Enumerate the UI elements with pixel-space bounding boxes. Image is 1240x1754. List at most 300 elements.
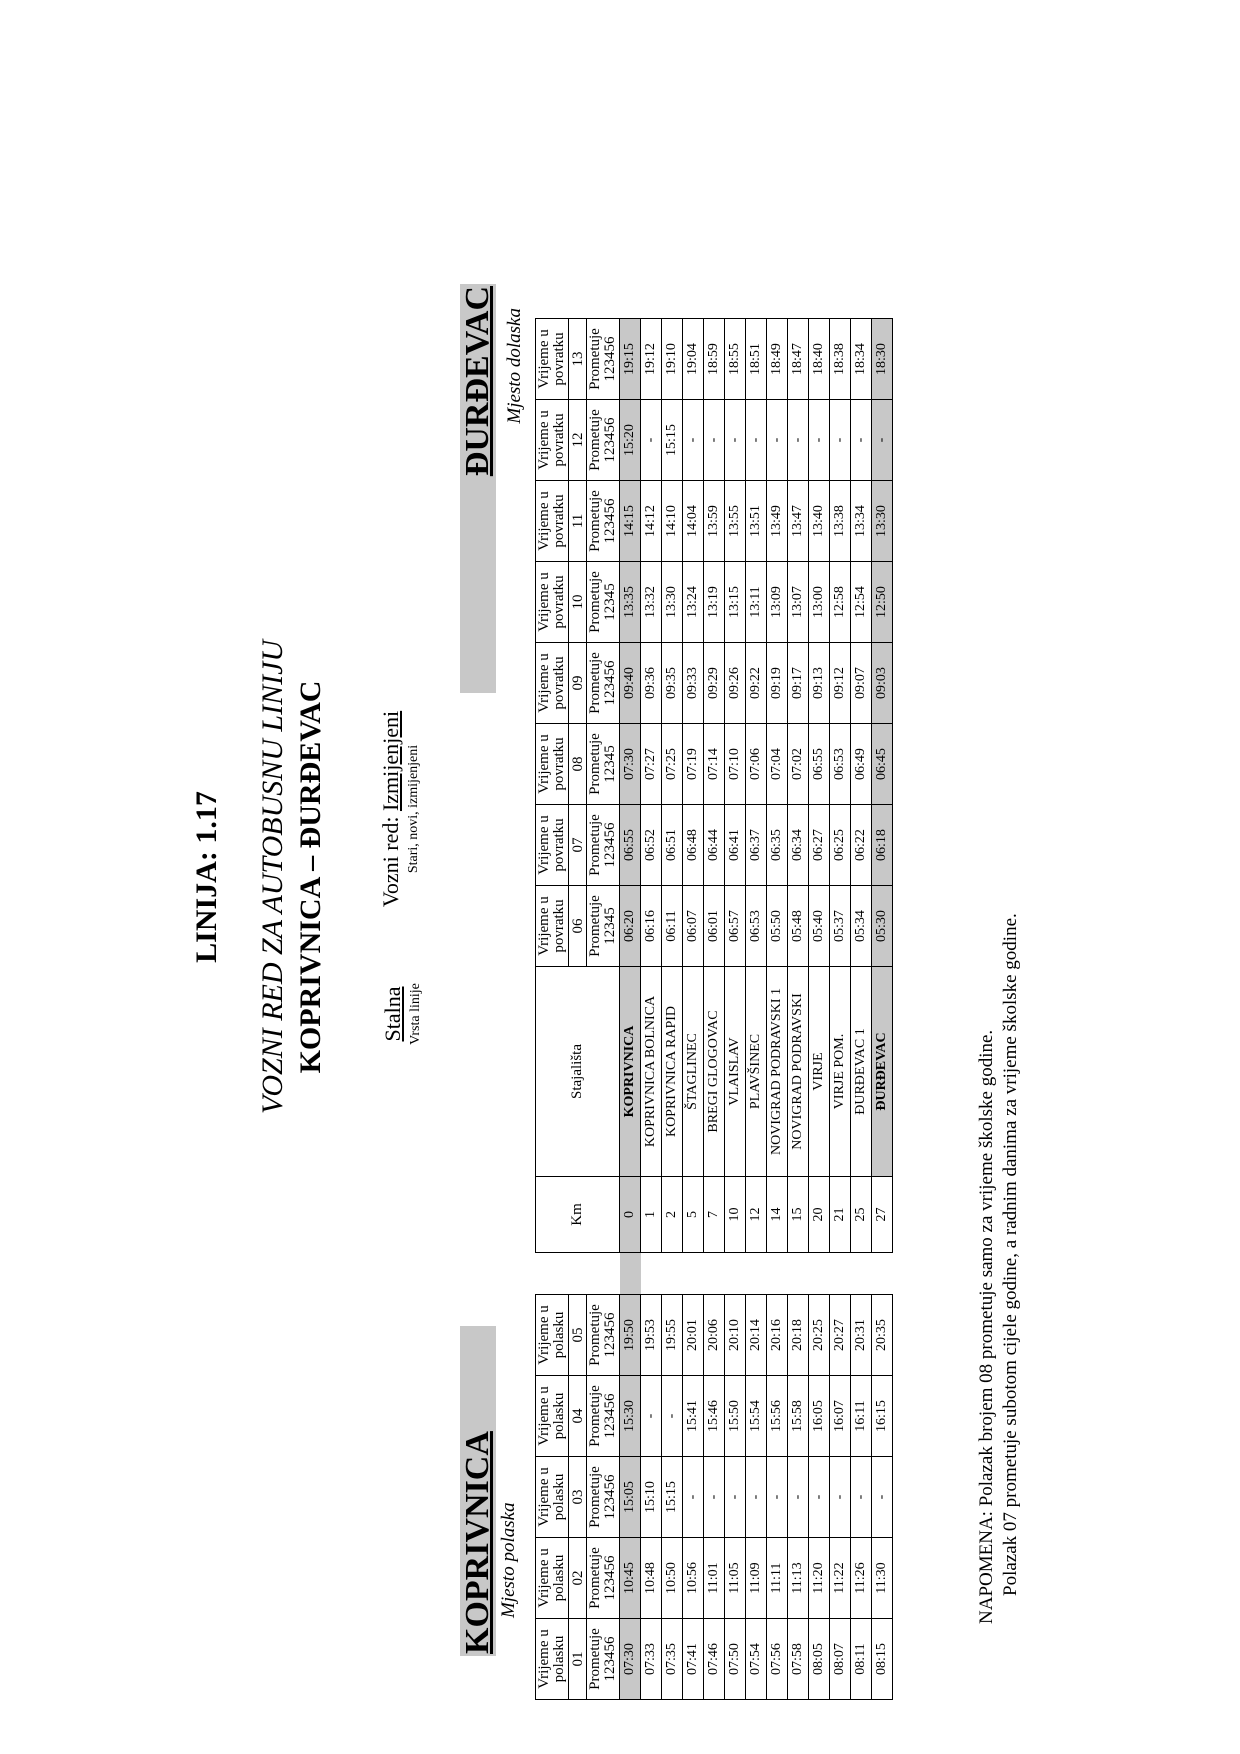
return-time-cell: 13:55 [725, 481, 746, 562]
operating-days-cell [587, 886, 620, 967]
return-time-cell: 09:13 [809, 643, 830, 724]
outbound-time-cell: 20:35 [872, 1295, 893, 1376]
km-cell: 15 [788, 1177, 809, 1253]
return-time-cell: 13:40 [809, 481, 830, 562]
outbound-time-cell: 10:50 [662, 1538, 683, 1619]
return-time-cell: 09:03 [872, 643, 893, 724]
outbound-time-cell: 20:06 [704, 1295, 725, 1376]
return-time-cell: 07:04 [767, 724, 788, 805]
return-time-cell: 06:53 [830, 724, 851, 805]
outbound-time-cell: - [662, 1376, 683, 1457]
return-time-cell: 05:50 [767, 886, 788, 967]
gap-cell [704, 1253, 725, 1295]
operating-days: 123456 [602, 417, 618, 463]
return-time-cell: 12:58 [830, 562, 851, 643]
departure-number: 04 [569, 1376, 587, 1457]
operates-label: Prometuje [587, 1385, 603, 1447]
return-time-cell: 06:37 [746, 805, 767, 886]
return-time-cell: 19:10 [662, 319, 683, 400]
return-time-cell: 18:38 [830, 319, 851, 400]
outbound-time-cell: 10:48 [641, 1538, 662, 1619]
return-time-cell: - [830, 400, 851, 481]
outbound-time-cell: 07:58 [788, 1619, 809, 1700]
operating-days: 123456 [602, 1312, 618, 1358]
stop-name-cell: VIRJE POM. [830, 967, 851, 1177]
return-time-cell: 13:30 [872, 481, 893, 562]
gap-cell [725, 1253, 746, 1295]
return-time-cell: 09:26 [725, 643, 746, 724]
return-time-cell: - [767, 400, 788, 481]
operating-days: 12345 [602, 907, 618, 945]
arrival-place-block [459, 284, 525, 694]
return-time-cell: 13:24 [683, 562, 704, 643]
operating-days: 123456 [602, 660, 618, 706]
return-time-cell: 13:32 [641, 562, 662, 643]
return-time-cell: 19:15 [620, 319, 641, 400]
return-time-header: Vrijeme u povratku [536, 724, 569, 805]
operating-days-cell [587, 724, 620, 805]
outbound-time-cell: 08:05 [809, 1619, 830, 1700]
return-time-cell: 05:48 [788, 886, 809, 967]
outbound-time-cell: 16:11 [851, 1376, 872, 1457]
outbound-time-cell: - [704, 1457, 725, 1538]
operating-days-cell [587, 481, 620, 562]
gap-cell [641, 1253, 662, 1295]
km-cell: 14 [767, 1177, 788, 1253]
outbound-time-cell: 08:15 [872, 1619, 893, 1700]
gap-cell [788, 1253, 809, 1295]
return-time-cell: 09:12 [830, 643, 851, 724]
return-time-cell: - [872, 400, 893, 481]
operating-days: 123456 [602, 822, 618, 868]
return-time-cell: 13:11 [746, 562, 767, 643]
stop-name-cell: KOPRIVNICA RAPID [662, 967, 683, 1177]
return-time-cell: 06:41 [725, 805, 746, 886]
outbound-time-cell: 11:13 [788, 1538, 809, 1619]
outbound-time-cell: - [683, 1457, 704, 1538]
outbound-time-header: Vrijeme u polasku [536, 1295, 569, 1376]
note-line-2: Polazak 07 prometuje subotom cijele godine, a radnim danima za vrijeme školske godine. [1000, 913, 1021, 1596]
return-time-cell: 06:55 [620, 805, 641, 886]
return-time-cell: 18:40 [809, 319, 830, 400]
outbound-time-header: Vrijeme u polasku [536, 1376, 569, 1457]
arrival-place-caption: Mjesto dolaska [504, 308, 525, 424]
return-time-cell: 07:02 [788, 724, 809, 805]
stop-name-cell: NOVIGRAD PODRAVSKI 1 [767, 967, 788, 1177]
return-time-cell: 06:52 [641, 805, 662, 886]
departure-number: 12 [569, 400, 587, 481]
departure-place-block [459, 1306, 519, 1656]
return-time-cell: 06:16 [641, 886, 662, 967]
operates-label: Prometuje [587, 328, 603, 390]
timetable-row [830, 319, 851, 1700]
return-time-cell: 06:34 [788, 805, 809, 886]
outbound-time-cell: 07:33 [641, 1619, 662, 1700]
return-time-cell: 06:20 [620, 886, 641, 967]
operating-days-cell [587, 1619, 620, 1700]
outbound-time-cell: 20:27 [830, 1295, 851, 1376]
outbound-time-header: Vrijeme u polasku [536, 1619, 569, 1700]
outbound-time-cell: 15:54 [746, 1376, 767, 1457]
stop-name-cell: ĐURĐEVAC [872, 967, 893, 1177]
outbound-time-cell: 07:30 [620, 1619, 641, 1700]
return-time-cell: - [704, 400, 725, 481]
return-time-cell: 15:20 [620, 400, 641, 481]
return-time-cell: 09:29 [704, 643, 725, 724]
departure-place-caption: Mjesto polaska [498, 1502, 519, 1618]
operates-label: Prometuje [587, 1304, 603, 1366]
outbound-time-cell: 07:50 [725, 1619, 746, 1700]
return-time-cell: 18:47 [788, 319, 809, 400]
outbound-time-cell: 07:35 [662, 1619, 683, 1700]
departure-number: 13 [569, 319, 587, 400]
return-time-cell: 09:22 [746, 643, 767, 724]
operates-label: Prometuje [587, 895, 603, 957]
outbound-time-cell: 20:25 [809, 1295, 830, 1376]
outbound-time-cell: - [641, 1376, 662, 1457]
gap-cell [809, 1253, 830, 1295]
header-gap-cell [536, 1253, 620, 1295]
km-cell: 20 [809, 1177, 830, 1253]
km-cell: 2 [662, 1177, 683, 1253]
timetable-row [725, 319, 746, 1700]
line-type-value: Stalna [380, 986, 405, 1042]
schedule-status-label: Vozni red: [378, 816, 403, 908]
outbound-time-cell: - [830, 1457, 851, 1538]
line-number-title: LINIJA: 1.17 [190, 791, 223, 963]
outbound-time-cell: 15:41 [683, 1376, 704, 1457]
operates-label: Prometuje [587, 814, 603, 876]
stop-name-cell: VLAISLAV [725, 967, 746, 1177]
outbound-time-cell: 19:55 [662, 1295, 683, 1376]
operates-label: Prometuje [587, 733, 603, 795]
timetable-row [767, 319, 788, 1700]
outbound-time-cell: 16:15 [872, 1376, 893, 1457]
stop-name-cell: ĐURĐEVAC 1 [851, 967, 872, 1177]
return-time-cell: - [683, 400, 704, 481]
return-time-cell: 13:19 [704, 562, 725, 643]
return-time-cell: - [788, 400, 809, 481]
return-time-header: Vrijeme u povratku [536, 805, 569, 886]
operating-days: 123456 [602, 1555, 618, 1601]
operating-days-cell [587, 1538, 620, 1619]
operating-days-cell [587, 643, 620, 724]
timetable-row [683, 319, 704, 1700]
outbound-time-cell: 15:56 [767, 1376, 788, 1457]
return-time-cell: 06:44 [704, 805, 725, 886]
return-time-cell: 13:51 [746, 481, 767, 562]
operating-days: 123456 [602, 336, 618, 382]
note-line-1: NAPOMENA: Polazak brojem 08 prometuje samo za vrijeme školske godine. [976, 1029, 997, 1624]
return-time-cell: 19:04 [683, 319, 704, 400]
timetable-row [641, 319, 662, 1700]
km-cell: 0 [620, 1177, 641, 1253]
operating-days: 12345 [602, 745, 618, 783]
return-time-cell: 06:49 [851, 724, 872, 805]
return-time-cell: 07:27 [641, 724, 662, 805]
outbound-time-cell: 19:53 [641, 1295, 662, 1376]
timetable-row [704, 319, 725, 1700]
line-type-block [380, 964, 424, 1064]
operates-label: Prometuje [587, 1547, 603, 1609]
arrival-place-name: ĐURĐEVAC [460, 284, 496, 693]
outbound-time-cell: 15:50 [725, 1376, 746, 1457]
timetable-row [788, 319, 809, 1700]
return-time-cell: 05:30 [872, 886, 893, 967]
return-time-cell: 18:59 [704, 319, 725, 400]
outbound-time-cell: 20:18 [788, 1295, 809, 1376]
return-time-cell: 15:15 [662, 400, 683, 481]
return-time-header: Vrijeme u povratku [536, 643, 569, 724]
stop-name-cell: BREGI GLOGOVAC [704, 967, 725, 1177]
km-cell: 10 [725, 1177, 746, 1253]
stop-name-cell: NOVIGRAD PODRAVSKI [788, 967, 809, 1177]
return-time-cell: 13:00 [809, 562, 830, 643]
operating-days-cell [587, 400, 620, 481]
outbound-time-cell: 08:11 [851, 1619, 872, 1700]
return-time-cell: 14:12 [641, 481, 662, 562]
outbound-time-cell: 11:26 [851, 1538, 872, 1619]
outbound-time-cell: 11:01 [704, 1538, 725, 1619]
outbound-time-cell: 07:54 [746, 1619, 767, 1700]
outbound-time-cell: 20:31 [851, 1295, 872, 1376]
return-time-cell: 18:51 [746, 319, 767, 400]
return-time-cell: 05:37 [830, 886, 851, 967]
outbound-time-cell: 10:45 [620, 1538, 641, 1619]
departure-number: 08 [569, 724, 587, 805]
return-time-cell: 07:14 [704, 724, 725, 805]
return-time-cell: - [746, 400, 767, 481]
return-time-cell: 07:25 [662, 724, 683, 805]
return-time-cell: 06:35 [767, 805, 788, 886]
return-time-cell: 13:38 [830, 481, 851, 562]
return-time-cell: 06:07 [683, 886, 704, 967]
outbound-time-cell: - [788, 1457, 809, 1538]
outbound-time-cell: - [746, 1457, 767, 1538]
return-time-cell: 06:18 [872, 805, 893, 886]
outbound-time-cell: 15:58 [788, 1376, 809, 1457]
outbound-time-cell: 07:46 [704, 1619, 725, 1700]
return-time-cell: 19:12 [641, 319, 662, 400]
schedule-status-block [378, 709, 422, 909]
return-time-cell: 06:55 [809, 724, 830, 805]
return-time-cell: 13:30 [662, 562, 683, 643]
return-time-cell: 05:40 [809, 886, 830, 967]
return-time-cell: 07:19 [683, 724, 704, 805]
return-time-cell: 13:34 [851, 481, 872, 562]
outbound-time-cell: 15:05 [620, 1457, 641, 1538]
timetable-row [662, 319, 683, 1700]
operates-label: Prometuje [587, 1466, 603, 1528]
operating-days: 123456 [602, 1474, 618, 1520]
gap-cell [830, 1253, 851, 1295]
return-time-cell: 09:17 [788, 643, 809, 724]
return-time-cell: 14:10 [662, 481, 683, 562]
outbound-time-cell: 20:16 [767, 1295, 788, 1376]
outbound-time-cell: 11:30 [872, 1538, 893, 1619]
departure-place-name: KOPRIVNICA [460, 1326, 496, 1656]
gap-cell [662, 1253, 683, 1295]
return-time-cell: 06:22 [851, 805, 872, 886]
return-time-cell: 06:53 [746, 886, 767, 967]
operates-label: Prometuje [587, 409, 603, 471]
return-time-cell: - [725, 400, 746, 481]
departure-number: 09 [569, 643, 587, 724]
timetable-row [620, 319, 641, 1700]
km-cell: 27 [872, 1177, 893, 1253]
outbound-time-header: Vrijeme u polasku [536, 1538, 569, 1619]
stop-name-cell: ŠTAGLINEC [683, 967, 704, 1177]
outbound-time-cell: 19:50 [620, 1295, 641, 1376]
return-time-cell: - [809, 400, 830, 481]
km-cell: 25 [851, 1177, 872, 1253]
outbound-time-cell: 11:20 [809, 1538, 830, 1619]
return-time-cell: 18:49 [767, 319, 788, 400]
outbound-time-cell: 11:11 [767, 1538, 788, 1619]
route-title: KOPRIVNICA – ĐURĐEVAC [294, 680, 327, 1074]
gap-cell [767, 1253, 788, 1295]
outbound-time-cell: 20:14 [746, 1295, 767, 1376]
gap-cell [620, 1253, 641, 1295]
return-time-cell: 07:30 [620, 724, 641, 805]
operates-label: Prometuje [587, 1628, 603, 1690]
operating-days: 12345 [602, 583, 618, 621]
return-time-cell: 06:27 [809, 805, 830, 886]
return-time-header: Vrijeme u povratku [536, 319, 569, 400]
return-time-cell: 09:33 [683, 643, 704, 724]
departure-number: 05 [569, 1295, 587, 1376]
timetable-row [872, 319, 893, 1700]
outbound-time-cell: 15:10 [641, 1457, 662, 1538]
return-time-cell: 18:55 [725, 319, 746, 400]
operating-days-cell [587, 1295, 620, 1376]
outbound-time-cell: - [851, 1457, 872, 1538]
km-header: Km [536, 1177, 620, 1253]
outbound-time-cell: 20:10 [725, 1295, 746, 1376]
return-time-cell: 12:54 [851, 562, 872, 643]
gap-cell [872, 1253, 893, 1295]
return-time-cell: 09:36 [641, 643, 662, 724]
return-time-cell: 13:59 [704, 481, 725, 562]
operating-days-cell [587, 319, 620, 400]
gap-cell [851, 1253, 872, 1295]
return-time-cell: 05:34 [851, 886, 872, 967]
return-time-cell: 06:51 [662, 805, 683, 886]
timetable-grid [535, 318, 893, 1700]
departure-number: 06 [569, 886, 587, 967]
operating-days: 123456 [602, 1636, 618, 1682]
return-time-cell: 13:15 [725, 562, 746, 643]
km-cell: 7 [704, 1177, 725, 1253]
outbound-time-cell: 20:01 [683, 1295, 704, 1376]
stop-name-cell: KOPRIVNICA [620, 967, 641, 1177]
outbound-time-cell: - [872, 1457, 893, 1538]
outbound-time-cell: 07:56 [767, 1619, 788, 1700]
gap-cell [746, 1253, 767, 1295]
timetable-row [809, 319, 830, 1700]
operates-label: Prometuje [587, 490, 603, 552]
outbound-time-cell: 11:05 [725, 1538, 746, 1619]
outbound-time-cell: 15:15 [662, 1457, 683, 1538]
return-time-header: Vrijeme u povratku [536, 562, 569, 643]
return-time-cell: 06:25 [830, 805, 851, 886]
return-time-cell: 14:04 [683, 481, 704, 562]
return-time-cell: 12:50 [872, 562, 893, 643]
return-time-header: Vrijeme u povratku [536, 400, 569, 481]
departure-number: 10 [569, 562, 587, 643]
outbound-time-cell: 15:46 [704, 1376, 725, 1457]
return-time-header: Vrijeme u povratku [536, 886, 569, 967]
outbound-time-cell: 07:41 [683, 1619, 704, 1700]
return-time-cell: 06:57 [725, 886, 746, 967]
return-time-cell: 09:35 [662, 643, 683, 724]
km-cell: 12 [746, 1177, 767, 1253]
operating-days-cell [587, 562, 620, 643]
gap-cell [683, 1253, 704, 1295]
schedule-status-caption: Stari, novi, izmijenjeni [406, 744, 421, 874]
operating-days-cell [587, 1376, 620, 1457]
return-time-cell: 09:19 [767, 643, 788, 724]
return-time-cell: 13:49 [767, 481, 788, 562]
operating-days-cell [587, 1457, 620, 1538]
operating-days-cell [587, 805, 620, 886]
km-cell: 21 [830, 1177, 851, 1253]
operating-days: 123456 [602, 1393, 618, 1439]
return-time-cell: 18:30 [872, 319, 893, 400]
return-time-cell: - [851, 400, 872, 481]
outbound-time-header: Vrijeme u polasku [536, 1457, 569, 1538]
return-time-cell: 13:35 [620, 562, 641, 643]
stops-header: Stajališta [536, 967, 620, 1177]
operates-label: Prometuje [587, 652, 603, 714]
header-row-title [536, 319, 569, 1700]
operates-label: Prometuje [587, 571, 603, 633]
return-time-cell: 06:01 [704, 886, 725, 967]
return-time-cell: 18:34 [851, 319, 872, 400]
timetable-row [746, 319, 767, 1700]
stop-name-cell: PLAVŠINEC [746, 967, 767, 1177]
return-time-cell: 09:40 [620, 643, 641, 724]
return-time-cell: 06:45 [872, 724, 893, 805]
return-time-cell: 13:47 [788, 481, 809, 562]
outbound-time-cell: 08:07 [830, 1619, 851, 1700]
return-time-cell: 07:06 [746, 724, 767, 805]
return-time-header: Vrijeme u povratku [536, 481, 569, 562]
departure-number: 02 [569, 1538, 587, 1619]
stop-name-cell: KOPRIVNICA BOLNICA [641, 967, 662, 1177]
schedule-title: VOZNI RED ZA AUTOBUSNU LINIJU [256, 639, 289, 1115]
operating-days: 123456 [602, 498, 618, 544]
timetable-row [851, 319, 872, 1700]
km-cell: 5 [683, 1177, 704, 1253]
outbound-time-cell: - [725, 1457, 746, 1538]
return-time-cell: 13:09 [767, 562, 788, 643]
return-time-cell: 13:07 [788, 562, 809, 643]
return-time-cell: 09:07 [851, 643, 872, 724]
stop-name-cell: VIRJE [809, 967, 830, 1177]
departure-number: 01 [569, 1619, 587, 1700]
schedule-status-value: Izmijenjeni [378, 710, 403, 812]
outbound-time-cell: 10:56 [683, 1538, 704, 1619]
outbound-time-cell: 15:30 [620, 1376, 641, 1457]
return-time-cell: 14:15 [620, 481, 641, 562]
return-time-cell: - [641, 400, 662, 481]
return-time-cell: 06:48 [683, 805, 704, 886]
return-time-cell: 07:10 [725, 724, 746, 805]
outbound-time-cell: 11:22 [830, 1538, 851, 1619]
departure-number: 03 [569, 1457, 587, 1538]
km-cell: 1 [641, 1177, 662, 1253]
